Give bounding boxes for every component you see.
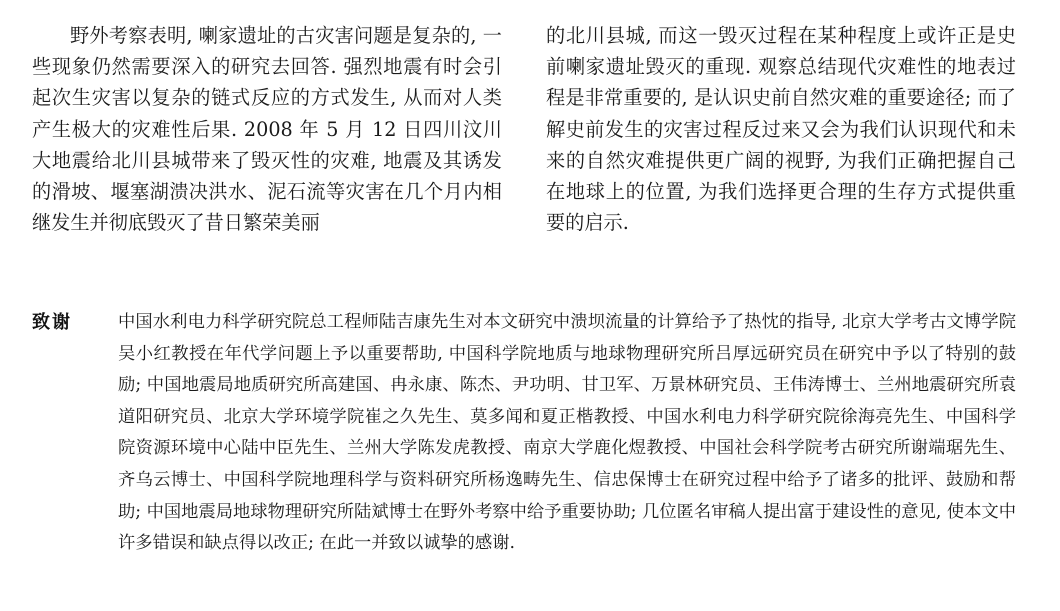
body-columns	[32, 20, 1022, 245]
acknowledgement-section	[32, 307, 1022, 597]
left-column	[32, 20, 502, 238]
acknowledgement-text: 中国水利电力科学研究院总工程师陆吉康先生对本文研究中溃坝流量的计算给予了热忱的指导, 北京大学考古文博学院吴小红教授在年代学问题上予以重要帮助, 中国科学院地质与地球物理研究所吕厚远研究员在研究中予以了特别的鼓励; 中国地震局地质研究所高建国、冉永康、陈杰、尹功明、甘卫军、万景林研究员、王伟涛博士、兰州地震研究所袁道阳研究员、北京大学环境学院崔之久先生、莫多闻和夏正楷教授、中国水利电力科学研究院徐海亮先生、中国科学院资源环境中心陆中臣先生、兰州大学陈发虎教授、南京大学鹿化煜教授、中国社会科学院考古研究所谢端琚先生、齐乌云博士、中国科学院地理科学与资料研究所杨逸畴先生、信忠保博士在研究过程中给予了诸多的批评、鼓励和帮助; 中国地震局地球物理研究所陆斌博士在野外考察中给予重要协助; 几位匿名审稿人提出富于建设性的意见, 使本文中许多错误和缺点得以改正; 在此一并致以诚挚的感谢.	[118, 312, 1016, 554]
acknowledgement-heading: 致谢	[32, 312, 72, 333]
left-column-paragraph: 野外考察表明, 喇家遗址的古灾害问题是复杂的, 一些现象仍然需要深入的研究去回答. 强烈地震有时会引起次生灾害以复杂的链式反应的方式发生, 从而对人类产生极大的灾难性后果. 2008 年 5 月 12 日四川汶川大地震给北川县城带来了毁灭性的灾难, 地震及其诱发的滑坡、堰塞湖溃决洪水、泥石流等灾害在几个月内相继发生并彻底毁灭了昔日繁荣美丽	[32, 24, 502, 235]
right-column-paragraph: 的北川县城, 而这一毁灭过程在某种程度上或许正是史前喇家遗址毁灭的重现. 观察总结现代灾难性的地表过程是非常重要的, 是认识史前自然灾难的重要途径; 而了解史前发生的灾害过程反过来又会为我们认识现代和未来的自然灾难提供更广阔的视野, 为我们正确把握自己在地球上的位置, 为我们选择更合理的生存方式提供重要的启示.	[546, 24, 1016, 235]
right-column	[546, 20, 1016, 238]
